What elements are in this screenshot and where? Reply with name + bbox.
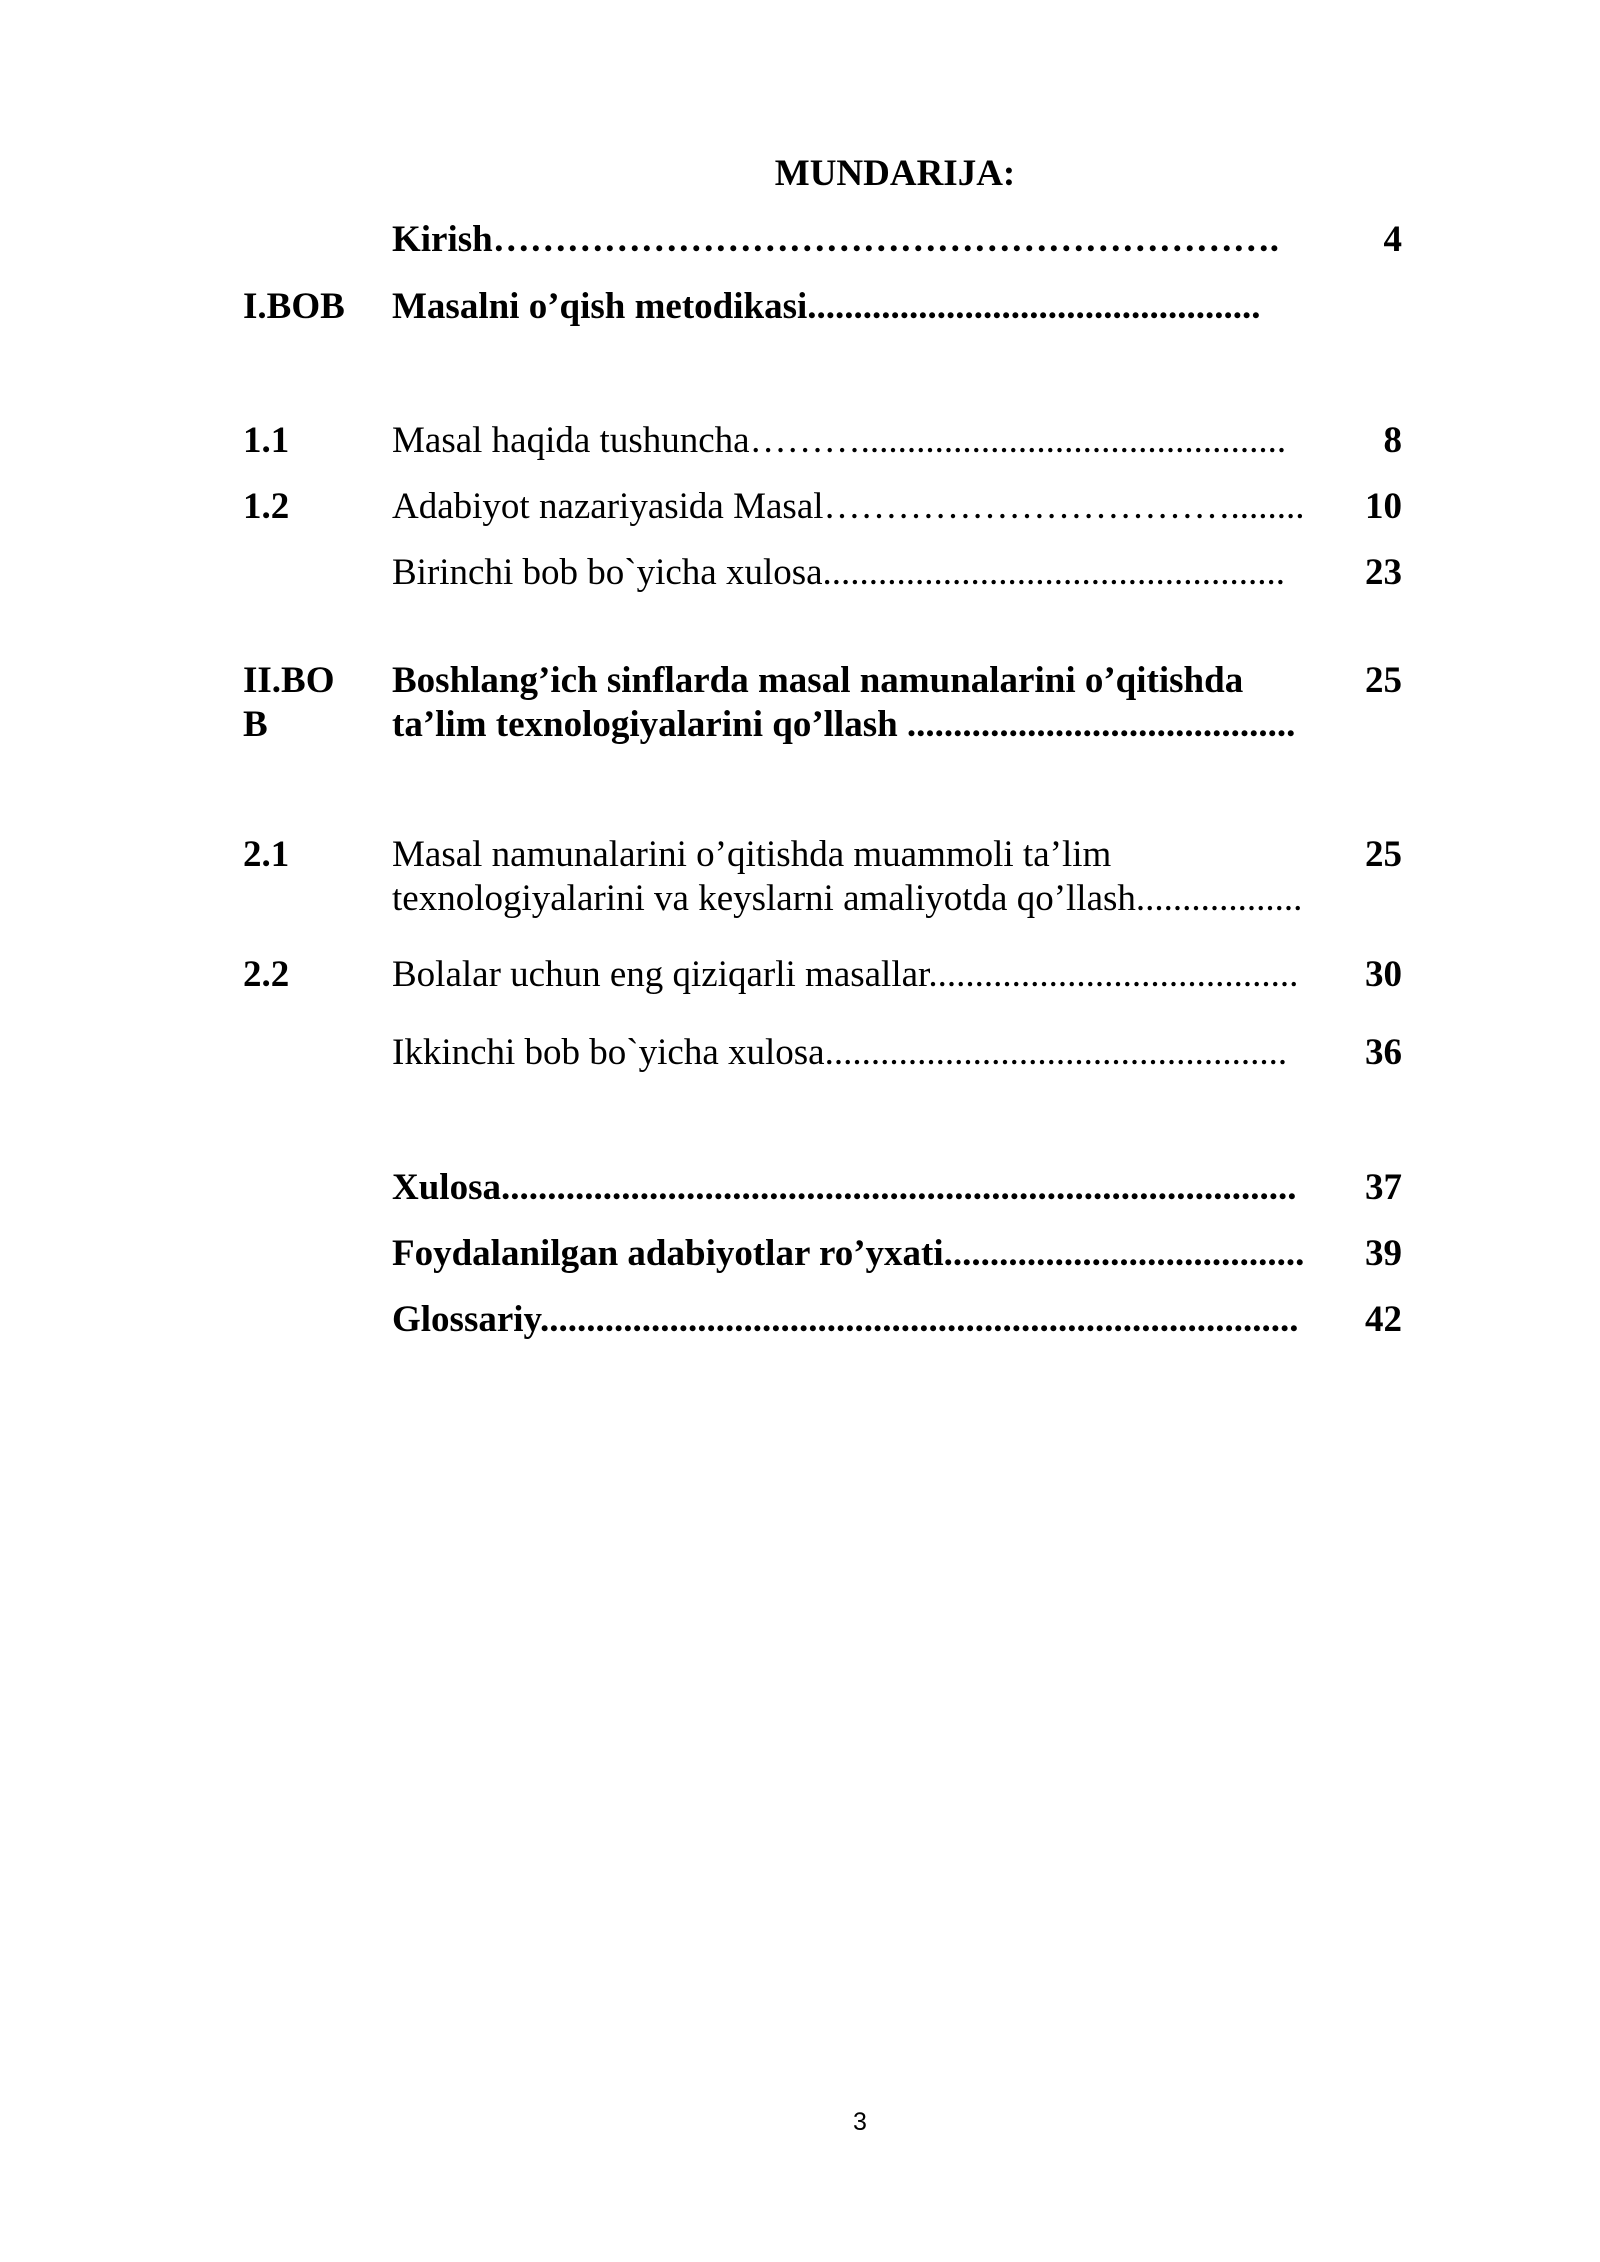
toc-entry-title: Birinchi bob bo`yicha xulosa.................................................. (392, 552, 1286, 593)
toc-entry-page: 42 (1365, 1299, 1402, 1340)
toc-entry-page: 39 (1365, 1233, 1402, 1274)
toc-chapter-number: I.BOB (243, 286, 345, 327)
toc-entry-page: 10 (1365, 486, 1402, 527)
toc-entry-title-line-2: texnologiyalarini va keyslarni amaliyotda qo’llash.................. (392, 878, 1303, 919)
toc-entry-title (392, 659, 1332, 747)
toc-entry-page: 25 (1365, 834, 1402, 875)
toc-entry-page: 8 (1383, 420, 1402, 461)
toc-section-number: 1.2 (243, 486, 290, 527)
toc-entry-title-line-1: Boshlang’ich sinflarda masal namunalarini o’qitishda (392, 660, 1244, 701)
toc-entry-title-line-2: ta’lim texnologiyalarini qo’llash .......................................... (392, 704, 1296, 745)
toc-chapter-number-line-2: B (243, 704, 268, 745)
toc-section-number: 2.1 (243, 834, 290, 875)
toc-entry-title: Kirish………………………………………………………. (392, 219, 1279, 260)
page-number: 3 (853, 2108, 867, 2136)
toc-entry-page: 36 (1365, 1032, 1402, 1073)
toc-entry-title: Ikkinchi bob bo`yicha xulosa.................................................. (392, 1032, 1288, 1073)
toc-entry-title (392, 833, 1332, 921)
toc-chapter-number-line-1: II.BO (243, 660, 335, 701)
toc-entry-page: 23 (1365, 552, 1402, 593)
toc-entry-title: Foydalanilgan adabiyotlar ro’yxati....................................... (392, 1233, 1305, 1274)
toc-entry-page: 37 (1365, 1167, 1402, 1208)
toc-entry-page: 30 (1365, 954, 1402, 995)
toc-entry-title: Masal haqida tushuncha……….............................................. (392, 420, 1287, 461)
toc-entry-page: 25 (1365, 660, 1402, 701)
toc-entry-title: Adabiyot nazariyasida Masal……………………………........ (392, 486, 1305, 527)
toc-entry-title: Glossariy.................................................................................. (392, 1299, 1299, 1340)
toc-section-number: 1.1 (243, 420, 290, 461)
toc-chapter-number (243, 659, 363, 747)
toc-entry-title: Xulosa...................................................................................... (392, 1167, 1297, 1208)
toc-entry-title: Masalni o’qish metodikasi................................................. (392, 286, 1261, 327)
toc-entry-page: 4 (1383, 219, 1402, 260)
toc-section-number: 2.2 (243, 954, 290, 995)
toc-entry-title-line-1: Masal namunalarini o’qitishda muammoli ta’lim (392, 834, 1112, 875)
toc-title: MUNDARIJA: (774, 153, 1016, 194)
toc-entry-title: Bolalar uchun eng qiziqarli masallar........................................ (392, 954, 1299, 995)
